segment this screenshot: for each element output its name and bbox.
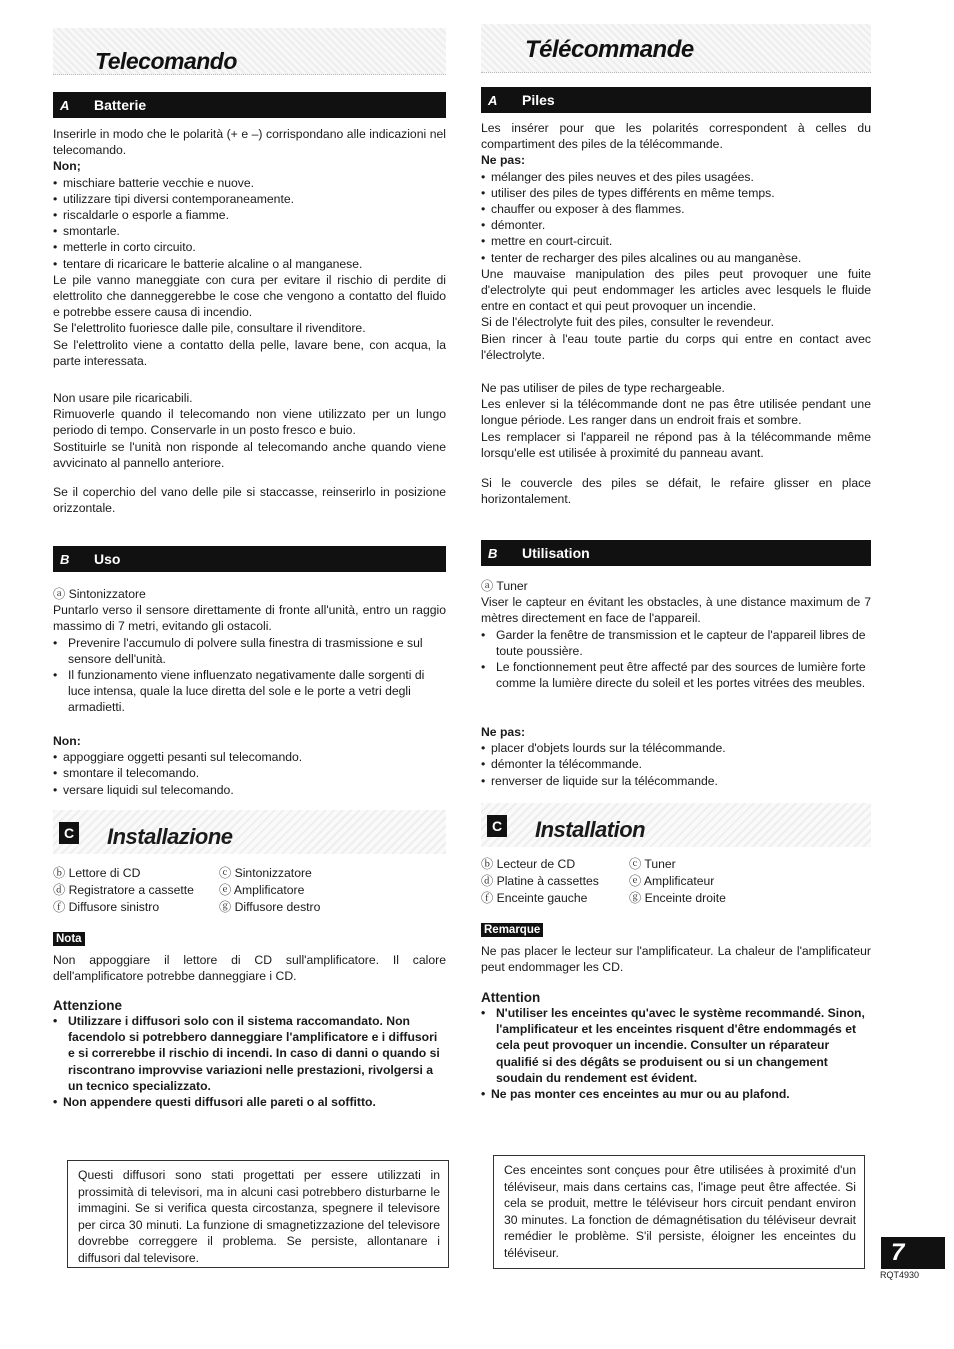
title-banner bbox=[481, 24, 871, 73]
section-b-header bbox=[53, 546, 446, 572]
list-item: • démonter. bbox=[481, 217, 871, 233]
section-a-body-2 bbox=[481, 380, 871, 461]
section-b-body bbox=[481, 578, 871, 691]
paragraph: Une mauvaise manipulation des piles peut provoquer une fuite d'electrolyte qui peut endommager les articles avec lesquels le fluide entre en contact et qui peut provoquer un incendie. bbox=[481, 266, 871, 314]
list-item: • versare liquidi sul telecomando. bbox=[53, 782, 446, 798]
paragraph: Le pile vanno maneggiate con cura per evitare il rischio di perdite di elettrolito che danneggerebbe le cose che vengono a contatto del fluido e potrebbe essere causa di incendio. bbox=[53, 272, 446, 320]
section-a-body bbox=[481, 120, 871, 363]
component-label: ⓓ Registratore a cassette bbox=[53, 883, 194, 897]
list-item: • Ne pas monter ces enceintes au mur ou au plafond. bbox=[481, 1086, 871, 1102]
component-label: ⓑ Lettore di CD bbox=[53, 866, 141, 880]
component-label: ⓑ Lecteur de CD bbox=[481, 857, 576, 871]
section-heading: Utilisation bbox=[522, 545, 590, 561]
list-item: • Il funzionamento viene influenzato negativamente dalle sorgenti di luce intensa, quale la luce diretta del sole e le porte a vetri degli armadietti. bbox=[53, 667, 446, 716]
components-grid bbox=[53, 865, 446, 916]
list-item: • mettre en court-circuit. bbox=[481, 233, 871, 249]
note-text: Non appoggiare il lettore di CD sull'amplificatore. Il calore dell'amplificatore potrebbe danneggiare i CD. bbox=[53, 953, 446, 984]
non-label: Non; bbox=[53, 159, 81, 174]
note-text: Ne pas placer le lecteur sur l'amplificateur. La chaleur de l'amplificateur peut endommager les CD. bbox=[481, 944, 871, 975]
list-item: • Le fonctionnement peut être affecté par des sources de lumière forte comme la lumière directe du soleil et les portes vitrées des meubles. bbox=[481, 659, 871, 691]
note-tag: Remarque bbox=[481, 923, 543, 937]
section-c-header bbox=[53, 810, 446, 854]
note-block bbox=[53, 929, 446, 984]
section-b-body-2 bbox=[481, 724, 871, 789]
list-item: • Utilizzare i diffusori solo con il sistema raccomandato. Non facendolo si potrebbero danneggiare l'amplificatore e i diffusori e si correrebbe il rischio di incendi. In caso di danni o quando si riscontrano improvvise variazioni nelle prestazioni, rivolgersi a un tecnico specializzato. bbox=[53, 1013, 446, 1094]
non-label: Non: bbox=[53, 734, 81, 748]
tv-interference-box: Questi diffusori sono stati progettati per essere utilizzati in prossimità di televisori, ma in alcuni casi potrebbero disturbarne le immagini. Se si verifica questa circostanza, spegnere il televisore per circa 30 minuti. La funzione di smagnetizzazione del televisore dovrebbe correggere il problema. Se persiste, allontanare i diffusori dal televisore. bbox=[67, 1160, 449, 1268]
list-item: • tentare di ricaricare le batterie alcaline o al manganese. bbox=[53, 256, 446, 272]
list-item: • tenter de recharger des piles alcalines ou au manganèse. bbox=[481, 250, 871, 266]
paragraph: Les enlever si la télécommande dont ne pas être utilisée pendant une longue période. Les ranger dans un endroit frais et sombre. bbox=[481, 397, 871, 428]
list-item: • renverser de liquide sur la télécommande. bbox=[481, 773, 871, 789]
list-item: • Prevenire l'accumulo di polvere sulla finestra di trasmissione e sul sensore dell'unità. bbox=[53, 635, 446, 667]
section-a-body-3 bbox=[481, 475, 871, 507]
paragraph: Se l'elettrolito viene a contatto della pelle, lavare bene, con acqua, la parte interessata. bbox=[53, 337, 446, 368]
page-number: 7 bbox=[891, 1239, 905, 1266]
intro-text: Inserirle in modo che le polarità (+ e –) corrispondano alle indicazioni nel telecomando. bbox=[53, 127, 446, 158]
attention-list bbox=[53, 1013, 446, 1110]
component-label: ⓒ Tuner bbox=[629, 857, 676, 871]
component-label: ⓖ Enceinte droite bbox=[629, 891, 726, 905]
list-item: • placer d'objets lourds sur la télécommande. bbox=[481, 740, 871, 756]
page-title: Telecomando bbox=[95, 48, 237, 74]
section-heading: Installation bbox=[535, 817, 646, 842]
list-item: • appoggiare oggetti pesanti sul telecomando. bbox=[53, 749, 446, 765]
list-item: • utiliser des piles de types différents en même temps. bbox=[481, 185, 871, 201]
tv-interference-box: Ces enceintes sont conçues pour être utilisées à proximité d'un téléviseur, mais dans certains cas, l'image peut être affectée. Si cela se produit, mettre le téléviseur hors circuit pendant environ 30 minutes. La fonction de démagnétisation du téléviseur devrait remédier le problème. S'il persiste, éloigner les enceintes du téléviseur. bbox=[493, 1155, 865, 1269]
paragraph: Les remplacer si l'appareil ne répond pas à la télécommande même lorsqu'elle est utilisée à proximité du panneau avant. bbox=[481, 429, 871, 460]
page-number-tab bbox=[881, 1237, 945, 1269]
section-letter: B bbox=[488, 546, 498, 561]
component-label: ⓕ Enceinte gauche bbox=[481, 891, 588, 905]
list-item: • Garder la fenêtre de transmission et le capteur de l'appareil libres de toute poussière. bbox=[481, 627, 871, 659]
component-label: ⓖ Diffusore destro bbox=[219, 900, 321, 914]
list-item: • démonter la télécommande. bbox=[481, 756, 871, 772]
reference-label: ⓐ Sintonizzatore bbox=[53, 587, 146, 601]
non-list bbox=[53, 175, 446, 272]
paragraph: Se il coperchio del vano delle pile si staccasse, reinserirlo in posizione orizzontale. bbox=[53, 485, 446, 516]
section-a-body-3 bbox=[53, 484, 446, 516]
attention-heading: Attenzione bbox=[53, 998, 122, 1013]
section-c-header bbox=[481, 803, 871, 847]
section-letter: B bbox=[60, 552, 70, 567]
section-a-header bbox=[53, 92, 446, 118]
list-item: • riscaldarle o esporle a fiamme. bbox=[53, 207, 446, 223]
reference-label: ⓐ Tuner bbox=[481, 579, 528, 593]
paragraph: Si de l'électrolyte fuit des piles, consulter le revendeur. bbox=[481, 315, 774, 330]
non-label: Ne pas: bbox=[481, 153, 526, 168]
section-heading: Batterie bbox=[94, 97, 147, 113]
note-block bbox=[481, 920, 871, 975]
section-letter: A bbox=[488, 93, 498, 108]
intro-text: Les insérer pour que les polarités correspondent à celles du compartiment des piles de la télécommande. bbox=[481, 121, 871, 152]
paragraph: Bien rincer à l'eau toute partie du corps qui entre en contact avec l'électrolyte. bbox=[481, 331, 871, 362]
paragraph: Rimuoverle quando il telecomando non viene utilizzato per un lungo periodo di tempo. Conservarle in un posto fresco e buio. bbox=[53, 407, 446, 438]
section-a-body-2 bbox=[53, 390, 446, 471]
paragraph: Puntarlo verso il sensore direttamente di fronte all'unità, entro un raggio massimo di 7 metri, evitando gli ostacoli. bbox=[53, 603, 446, 634]
list-item: • Non appendere questi diffusori alle pareti o al soffitto. bbox=[53, 1094, 446, 1110]
list-item: • smontare il telecomando. bbox=[53, 765, 446, 781]
attention-block bbox=[481, 990, 871, 1102]
non-list bbox=[53, 749, 446, 798]
list-item: • N'utiliser les enceintes qu'avec le système recommandé. Sinon, l'amplificateur et les enceintes risquent d'être endommagés et cela peut provoquer un incendie. Consulter un réparateur qualifié si des dégâts se produisent ou si un changement soudain du rendement est évident. bbox=[481, 1005, 871, 1086]
component-label: ⓒ Sintonizzatore bbox=[219, 866, 312, 880]
section-a-body bbox=[53, 126, 446, 369]
section-b-body bbox=[53, 586, 446, 716]
components-grid bbox=[481, 856, 871, 907]
component-label: ⓔ Amplificateur bbox=[629, 874, 715, 888]
section-b-body-2 bbox=[53, 733, 446, 798]
component-label: ⓓ Platine à cassettes bbox=[481, 874, 599, 888]
non-list bbox=[481, 169, 871, 266]
section-a-header bbox=[481, 87, 871, 113]
tips-list bbox=[53, 635, 446, 716]
paragraph: Se l'elettrolito fuoriesce dalle pile, consultare il rivenditore. bbox=[53, 321, 366, 336]
component-label: ⓔ Amplificatore bbox=[219, 883, 305, 897]
list-item: • chauffer ou exposer à des flammes. bbox=[481, 201, 871, 217]
list-item: • mélanger des piles neuves et des piles usagées. bbox=[481, 169, 871, 185]
section-heading: Piles bbox=[522, 92, 555, 108]
list-item: • mischiare batterie vecchie e nuove. bbox=[53, 175, 446, 191]
attention-block bbox=[53, 998, 446, 1110]
list-item: • metterle in corto circuito. bbox=[53, 239, 446, 255]
section-letter: C bbox=[487, 815, 507, 837]
paragraph: Viser le capteur en évitant les obstacles, à une distance maximum de 7 mètres directement en face de l'appareil. bbox=[481, 595, 871, 626]
page-title: Télécommande bbox=[525, 36, 694, 63]
attention-list bbox=[481, 1005, 871, 1102]
paragraph: Ne pas utiliser de piles de type rechargeable. bbox=[481, 381, 725, 395]
list-item: • utilizzare tipi diversi contemporaneamente. bbox=[53, 191, 446, 207]
paragraph: Non usare pile ricaricabili. bbox=[53, 391, 193, 405]
paragraph: Si le couvercle des piles se défait, le refaire glisser en place horizontalement. bbox=[481, 476, 871, 507]
tips-list bbox=[481, 627, 871, 692]
non-label: Ne pas: bbox=[481, 725, 526, 739]
document-code: RQT4930 bbox=[880, 1270, 920, 1280]
non-list bbox=[481, 740, 871, 789]
note-tag: Nota bbox=[53, 932, 85, 946]
section-b-header bbox=[481, 540, 871, 566]
attention-heading: Attention bbox=[481, 990, 541, 1005]
title-banner bbox=[53, 28, 446, 75]
section-heading: Installazione bbox=[107, 824, 233, 849]
component-label: ⓕ Diffusore sinistro bbox=[53, 900, 160, 914]
list-item: • smontarle. bbox=[53, 223, 446, 239]
section-heading: Uso bbox=[94, 551, 121, 567]
section-letter: C bbox=[59, 822, 79, 844]
section-letter: A bbox=[60, 98, 70, 113]
paragraph: Sostituirle se l'unità non risponde al telecomando anche quando viene avvicinato al pannello anteriore. bbox=[53, 439, 446, 470]
